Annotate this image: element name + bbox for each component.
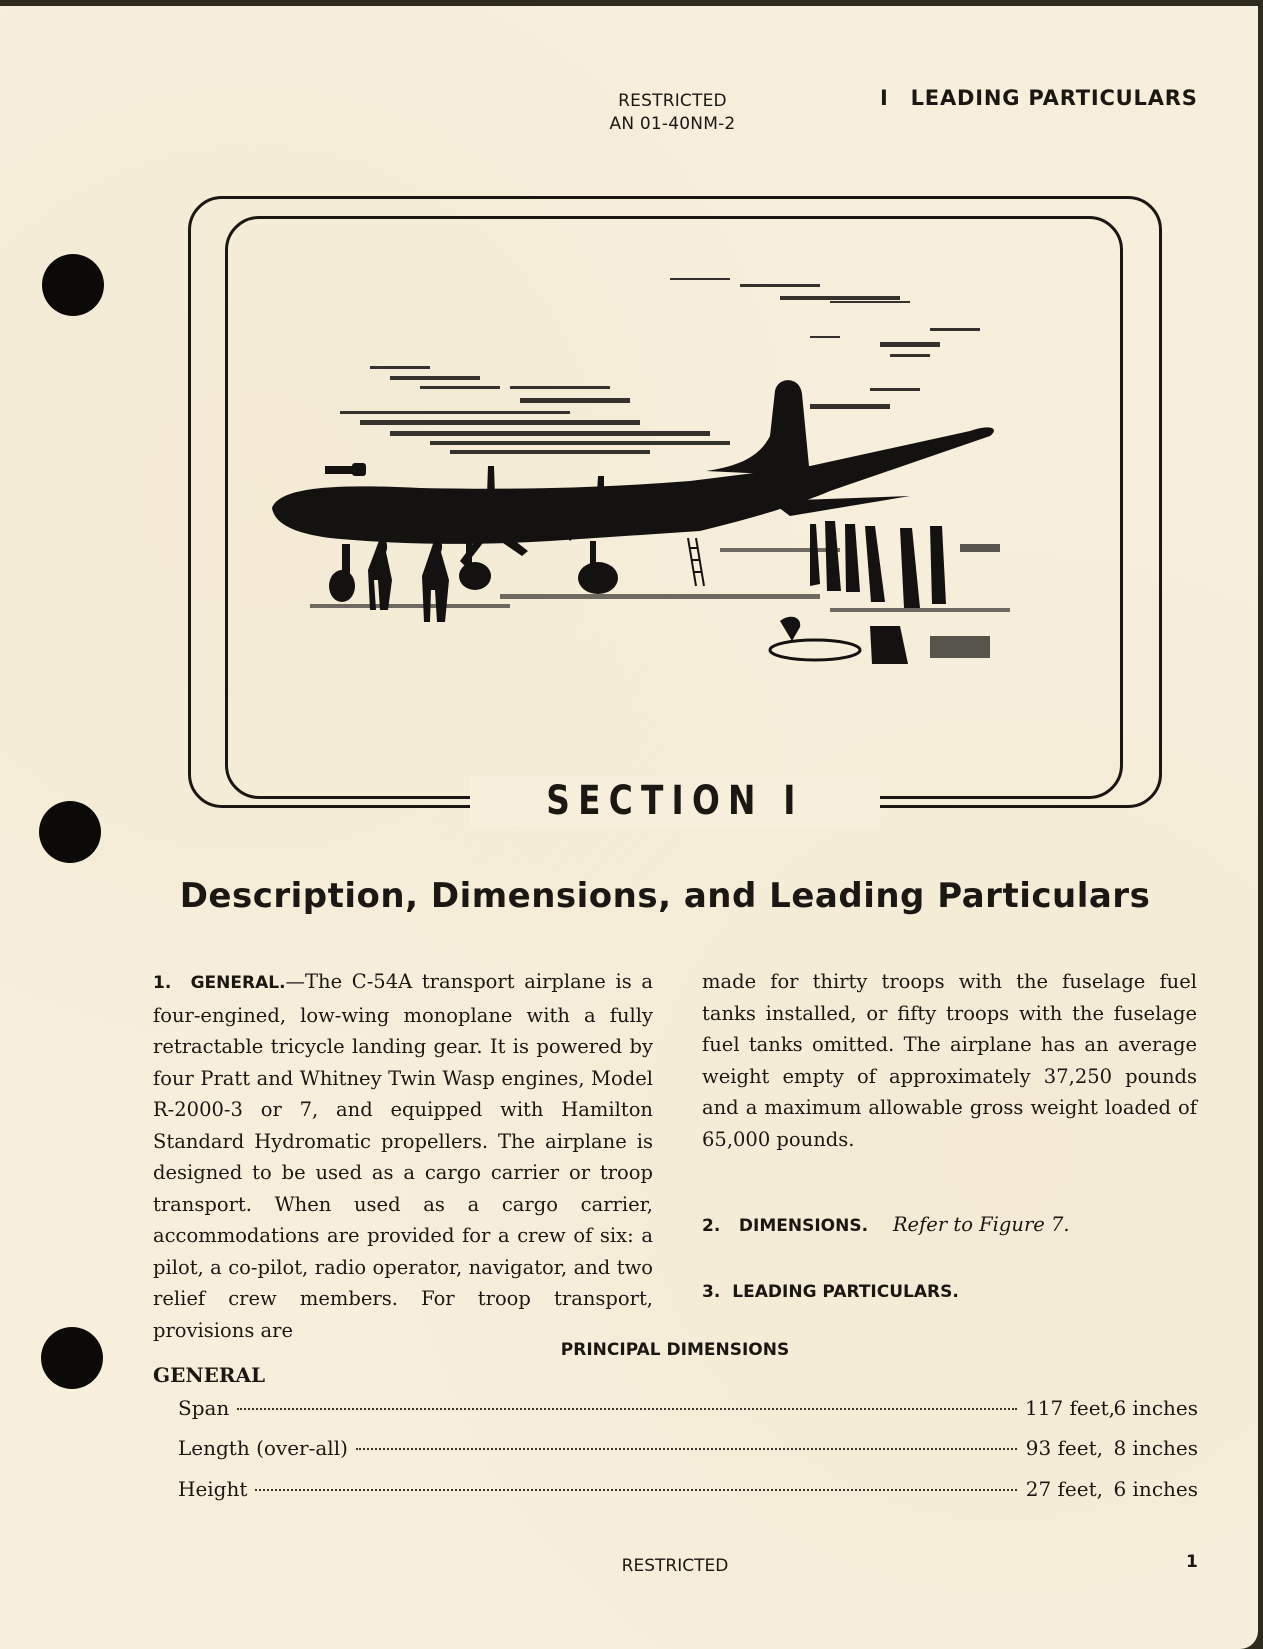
- page-number: 1: [1186, 1552, 1198, 1572]
- figure-reference-link[interactable]: Refer to Figure 7.: [892, 1213, 1070, 1236]
- dimension-feet: 117 feet,: [1025, 1396, 1115, 1420]
- dimension-inches: 6 inches: [1113, 1396, 1198, 1420]
- section-label: SECTION I: [546, 778, 804, 824]
- paragraph-heading: DIMENSIONS.: [738, 1216, 869, 1236]
- dimension-feet: 93 feet,: [1025, 1436, 1103, 1460]
- paragraph-number: 1.: [153, 973, 172, 993]
- dimension-row: [178, 1436, 1198, 1466]
- binder-hole: [41, 1327, 103, 1389]
- dimension-inches: 8 inches: [1113, 1436, 1198, 1460]
- airplane-illustration-icon: [270, 276, 1070, 716]
- leader-dots: [356, 1448, 1017, 1450]
- leader-dots: [255, 1489, 1017, 1491]
- dimensions-group-heading: GENERAL: [153, 1363, 266, 1387]
- dimension-label: Length (over-all): [178, 1436, 348, 1460]
- paragraph-body-continued: made for thirty troops with the fuselage fuel tanks installed, or fifty troops with the fuselage fuel tanks omitted. The airplane has an average weight empty of approximately 37,250 pounds and a maximum allowable gross weight loaded of 65,000 pounds.: [702, 970, 1197, 1151]
- section-title: Description, Dimensions, and Leading Particulars: [179, 876, 1151, 916]
- leader-dots: [237, 1408, 1017, 1410]
- binder-hole: [39, 801, 101, 863]
- dimension-feet: 27 feet,: [1025, 1477, 1103, 1501]
- dimension-label: Span: [178, 1396, 230, 1420]
- paragraph-general-left: [153, 966, 653, 1346]
- running-section-title: [880, 86, 1198, 110]
- paragraph-heading: GENERAL.: [190, 973, 286, 993]
- paragraph-dimensions: [702, 1213, 1070, 1236]
- principal-dimensions-title: PRINCIPAL DIMENSIONS: [560, 1340, 790, 1360]
- page-header-center: [590, 90, 755, 136]
- section-number: I: [880, 86, 889, 110]
- footer-classification: RESTRICTED: [621, 1556, 729, 1576]
- dimension-row: [178, 1396, 1198, 1426]
- paragraph-heading: LEADING PARTICULARS.: [732, 1282, 959, 1302]
- section-running-title: LEADING PARTICULARS: [910, 86, 1198, 110]
- paragraph-body: —The C-54A transport airplane is a four-engined, low-wing monoplane with a fully retractable tricycle landing gear. It is powered by four Pratt and Whitney Twin Wasp engines, Model R-2000-3 or 7, and equipped with Hamilton Standard Hydromatic propellers. The airplane is designed to be used as a cargo carrier or troop transport. When used as a cargo carrier, accommodations are provided for a crew of six: a pilot, a co-pilot, radio operator, navigator, and two relief crew members. For troop transport, provisions are: [153, 970, 653, 1342]
- binder-hole: [42, 254, 104, 316]
- dimension-row: [178, 1477, 1198, 1507]
- dimension-inches: 6 inches: [1113, 1477, 1198, 1501]
- paragraph-number: 3.: [702, 1282, 721, 1302]
- dimension-label: Height: [178, 1477, 248, 1501]
- paragraph-number: 2.: [702, 1216, 721, 1236]
- paragraph-leading-particulars: [702, 1282, 959, 1302]
- paragraph-general-right: [702, 966, 1197, 1155]
- document-number: AN 01-40NM-2: [609, 114, 736, 134]
- document-page: [0, 6, 1258, 1649]
- classification-label: RESTRICTED: [618, 91, 727, 111]
